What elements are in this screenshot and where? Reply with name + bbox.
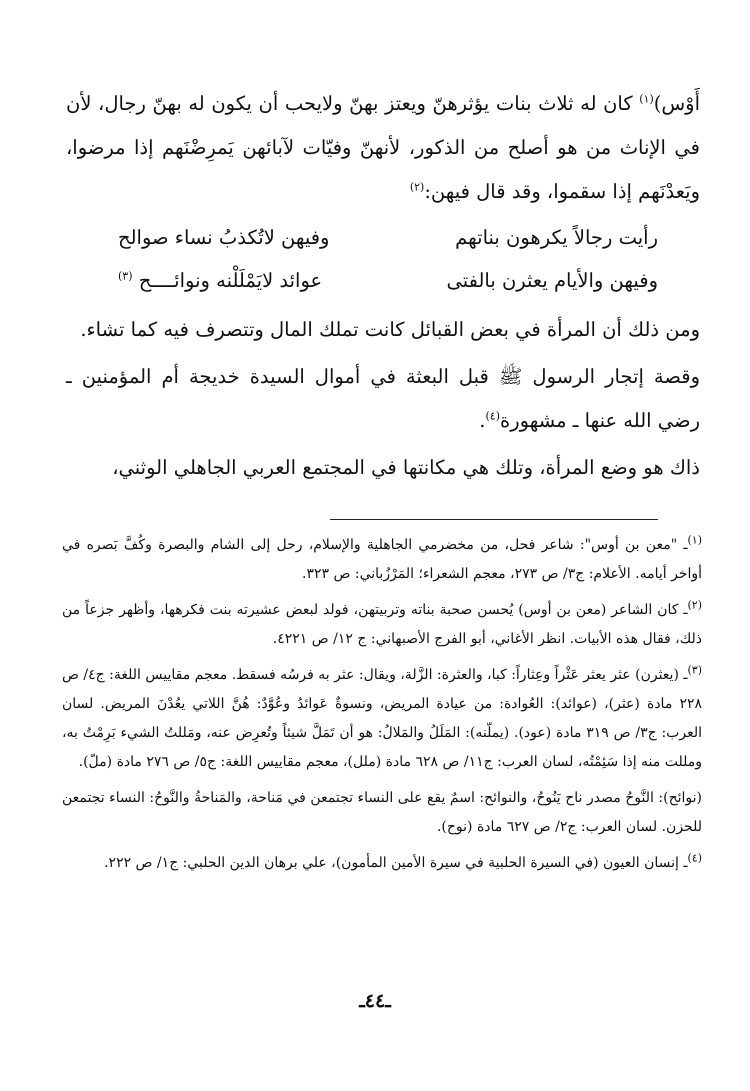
footnote-ref-2: (٢)	[409, 180, 425, 194]
footnote-3	[62, 661, 702, 777]
footnote-1	[62, 531, 702, 589]
footnote-ref-3: (٣)	[118, 269, 133, 283]
paragraph-1	[66, 82, 700, 214]
footnote-3-text: ـ (يعثرن) عثر يعثر عَثْراً وعِثاراً: كبا، والعثرة: الزَّلة، ويقال: عثر به فرسُه فسقط. معجم مقاييس اللغة: ج٤/ ص ٢٢٨ مادة (عثر)، (عوائد): العُوادة: من عيادة المريض، ونسوةٌ عَوائدُ وعُوَّدٌ: هُنَّ اللاتي يعُدْنَ المريض. لسان العرب: ج٣/ ص ٣١٩ مادة (عود). (يملّنه): المَلَلُ والمَلالُ: هو أن تَمَلَّ شيئاً وتُعرِض عنه، ومَللتُ الشيء بَرِمْتُ به، ومللت منه إذا سَئِمْتُه، لسان العرب: ج١١/ ص ٦٢٨ مادة (ملل)، معجم مقاييس اللغة: ج٥/ ص ٢٧٦ مادة (ملّ).	[62, 667, 702, 770]
paragraph-3	[66, 355, 700, 443]
footnote-4-marker: (٤)	[687, 851, 702, 865]
paragraph-3-text: وقصة إتجار الرسول ﷺ قبل البعثة في أموال السيدة خديجة أم المؤمنين ـ رضي الله عنها ـ مشهورة	[66, 365, 700, 432]
footnotes	[62, 531, 702, 885]
footnote-2-text: ـ كان الشاعر (معن بن أوس) يُحسن صحبة بناته وتربيتهن، فولد لبعض عشيرته بنت فكرهها، وأظهر جزعاً من ذلك، فقال هذه الأبيات. انظر الأغاني، أبو الفرج الأصبهاني: ج ١٢/ ص ٤٢٢١.	[62, 602, 702, 647]
paragraph-3-tail: .	[479, 409, 486, 432]
paragraph-4: ذاك هو وضع المرأة، وتلك هي مكانتها في المجتمع العربي الجاهلي الوثني،	[112, 456, 700, 479]
verse-1-first-hemistich: رأيت رجالاً يكرهون بناتهم	[455, 226, 658, 249]
verse-2-second-text: عوائد لايَمْلَلْنه ونوائــــح	[138, 269, 323, 292]
footnote-4	[62, 849, 702, 878]
footnote-ref-4: (٤)	[485, 409, 500, 423]
main-text	[66, 82, 700, 490]
footnote-2	[62, 596, 702, 654]
footnote-1-text: ـ "معن بن أوس": شاعر فحل، من مخضرمي الجاهلية والإسلام، رحل إلى الشام والبصرة وكُفَّ بَصره في أواخر أيامه. الأعلام: ج٣/ ص ٢٧٣، معجم الشعراء؛ المَرْزُباني: ص ٣٢٣.	[62, 537, 702, 582]
page-number: ـ٤٤ـ	[359, 990, 391, 1012]
footnote-separator	[330, 519, 658, 520]
footnote-3-continued	[62, 784, 702, 842]
paragraph-1-start: أَوْس)	[653, 92, 700, 115]
verse-1	[118, 216, 658, 259]
paragraph-1-body: كان له ثلاث بنات يؤثرهنّ ويعتز بهنّ ولايحب أن يكون له بهنّ رجال، لأن في الإناث من هو أصلح من الذكور، لأنهنّ وفيّات لآبائهن يَمرِضْنَهم إذا مرضوا، ويَعدْنَهم إذا سقموا، وقد قال فيهن:	[66, 92, 700, 203]
verse-2-first-hemistich: وفيهن والأيام يعثرن بالفتى	[446, 269, 658, 292]
footnote-4-text: ـ إنسان العيون (في السيرة الحلبية في سيرة الأمين المأمون)، علي برهان الدين الحلبي: ج١/ ص ٢٢٢.	[104, 855, 688, 871]
footnote-1-marker: (١)	[687, 533, 702, 547]
footnote-ref-1: (١)	[639, 92, 654, 106]
verse-2	[118, 259, 658, 302]
verse-2-second-hemistich	[118, 259, 322, 302]
footnote-3-marker: (٣)	[687, 663, 703, 677]
footnote-3-continued-text: (نوائح): النَّوحُ مصدر ناح يَنُوحُ، والنوائح: اسمٌ يقع على النساء تجتمعن في مَناحة، والمَناحةُ والنَّوحُ: النساء تجتمعن للحزن. لسان العرب: ج٢/ ص ٦٢٧ مادة (نوح).	[62, 790, 702, 835]
verse-1-second-hemistich: وفيهن لاتُكذبُ نساء صوالح	[118, 226, 330, 249]
footnote-2-marker: (٢)	[687, 598, 702, 612]
paragraph-2: ومن ذلك أن المرأة في بعض القبائل كانت تملك المال وتتصرف فيه كما تشاء.	[80, 318, 700, 341]
poem	[66, 216, 700, 302]
